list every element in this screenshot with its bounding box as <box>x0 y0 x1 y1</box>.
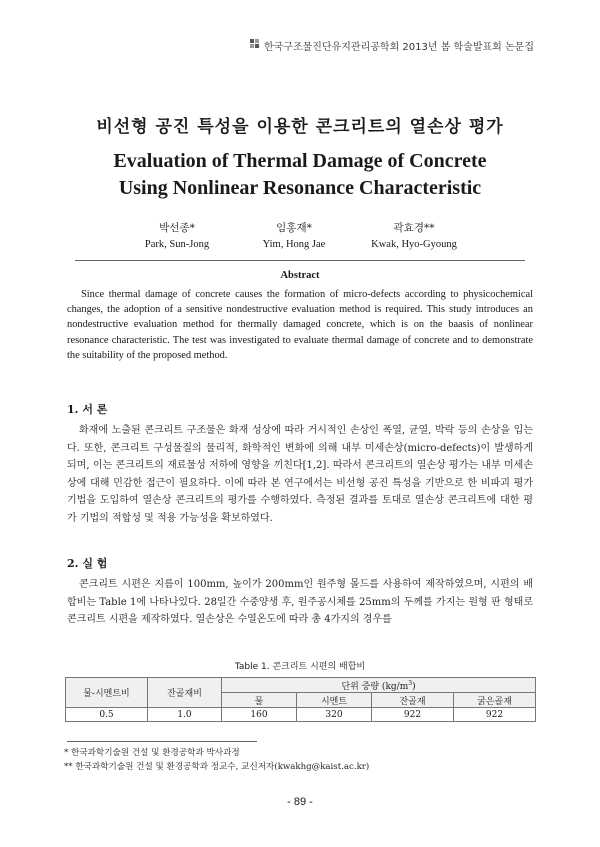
table-cell: 922 <box>454 708 536 722</box>
footnote: * 한국과학기술원 건설 및 환경공학과 박사과정 <box>64 748 240 758</box>
publication-emblem-icon <box>250 39 260 52</box>
section-body-experiment: 콘크리트 시편은 지름이 100mm, 높이가 200mm인 원주형 몰드를 사용하여 제작하였으며, 시편의 배합비는 Table 1에 나타나있다. 28일간 수중양생 후, 원주공시체를 25mm의 두께를 가지는 원형 판 형태로 콘크리트 시편을 제작하였다. 열손상은 수열온도에 따라 총 4가지의 경우를 <box>67 579 533 626</box>
abstract-heading: Abstract <box>280 270 320 281</box>
page-number: - 89 - <box>287 796 313 808</box>
table-header-unit-weight: 단위 중량 $(kg/m^3)$ <box>222 678 536 693</box>
table-cell: 922 <box>372 708 454 722</box>
table-subheader-water: 물 <box>222 693 297 708</box>
table-subheader-fine-aggregate: 잔골재 <box>372 693 454 708</box>
paper-title-english-line2: Using Nonlinear Resonance Characteristic <box>118 177 482 199</box>
table-header-sa-ratio: 잔골재비 <box>148 678 222 708</box>
author-name-english: Park, Sun-Jong <box>144 239 210 250</box>
author-name-english: Kwak, Hyo-Gyoung <box>371 239 457 250</box>
table-row <box>66 708 536 722</box>
author-name-english: Yim, Hong Jae <box>262 239 326 250</box>
table-cell: 1.0 <box>148 708 222 722</box>
author-name-korean: 박선종* <box>159 222 195 234</box>
table-subheader-coarse-aggregate: 굵은골재 <box>454 693 536 708</box>
author-name-korean: 임홍재* <box>276 222 312 234</box>
table-header-wc-ratio: 물-시멘트비 <box>66 678 148 708</box>
table-caption: Table 1. 콘크리트 시편의 배합비 <box>234 662 366 672</box>
section-heading-introduction: 1. 서 론 <box>67 403 108 416</box>
author-name-korean: 곽효경** <box>393 222 435 234</box>
table-cell: 320 <box>297 708 372 722</box>
footnote: ** 한국과학기술원 건설 및 환경공학과 정교수, 교신저자(kwakhg@kaist.ac.kr) <box>64 762 370 772</box>
table-cell: 0.5 <box>66 708 148 722</box>
mix-proportion-table <box>65 677 536 722</box>
title-divider <box>75 260 525 261</box>
paper-title-english-line1: Evaluation of Thermal Damage of Concrete <box>113 150 487 172</box>
author-block <box>334 220 494 250</box>
section-heading-experiment: 2. 실 험 <box>67 557 108 570</box>
table-cell: 160 <box>222 708 297 722</box>
running-header <box>250 38 534 53</box>
paper-title-korean: 비선형 공진 특성을 이용한 콘크리트의 열손상 평가 <box>96 117 504 137</box>
section-body-introduction: 화재에 노출된 콘크리트 구조물은 화재 성상에 따라 거시적인 손상인 폭열, 균열, 박락 등의 손상을 입는다. 또한, 콘크리트 구성물질의 물리적, 화학적인 변화에 의해 내부 미세손상(micro-defects)이 발생하게 되며, 이는 콘크리트의 재료물성 저하에 영향을 끼친다[1,2]. 따라서 콘크리트의 열손상 평가는 내부 미세손상에 대해 민감한 접근이 필요하다. 이에 따라 본 연구에서는 비선형 공진 특성을 기반으로 한 비파괴 평가 기법을 도입하여 열손상 콘크리트의 평가를 수행하였다. 측정된 결과를 토대로 열손상 콘크리트에 대한 평가 기법의 적합성 및 적용 가능성을 확보하였다. <box>67 425 533 524</box>
abstract-body: Since thermal damage of concrete causes the formation of micro-defects according to physicochemical changes, the adoption of a sensitive nondestructive evaluation method is required. This study introduces an nondestructive evaluation method for thermally damaged concrete, which is on the baasis of nonlinear resonance characteristic. The test was investigated to evaluate thermal damage of concrete and to demonstrate the suitability of the proposed method. <box>67 289 533 361</box>
running-header-text: 한국구조물진단유지관리공학회 2013년 봄 학술발표회 논문집 <box>263 42 534 53</box>
footnote-divider <box>67 741 257 742</box>
table-subheader-cement: 시멘트 <box>297 693 372 708</box>
